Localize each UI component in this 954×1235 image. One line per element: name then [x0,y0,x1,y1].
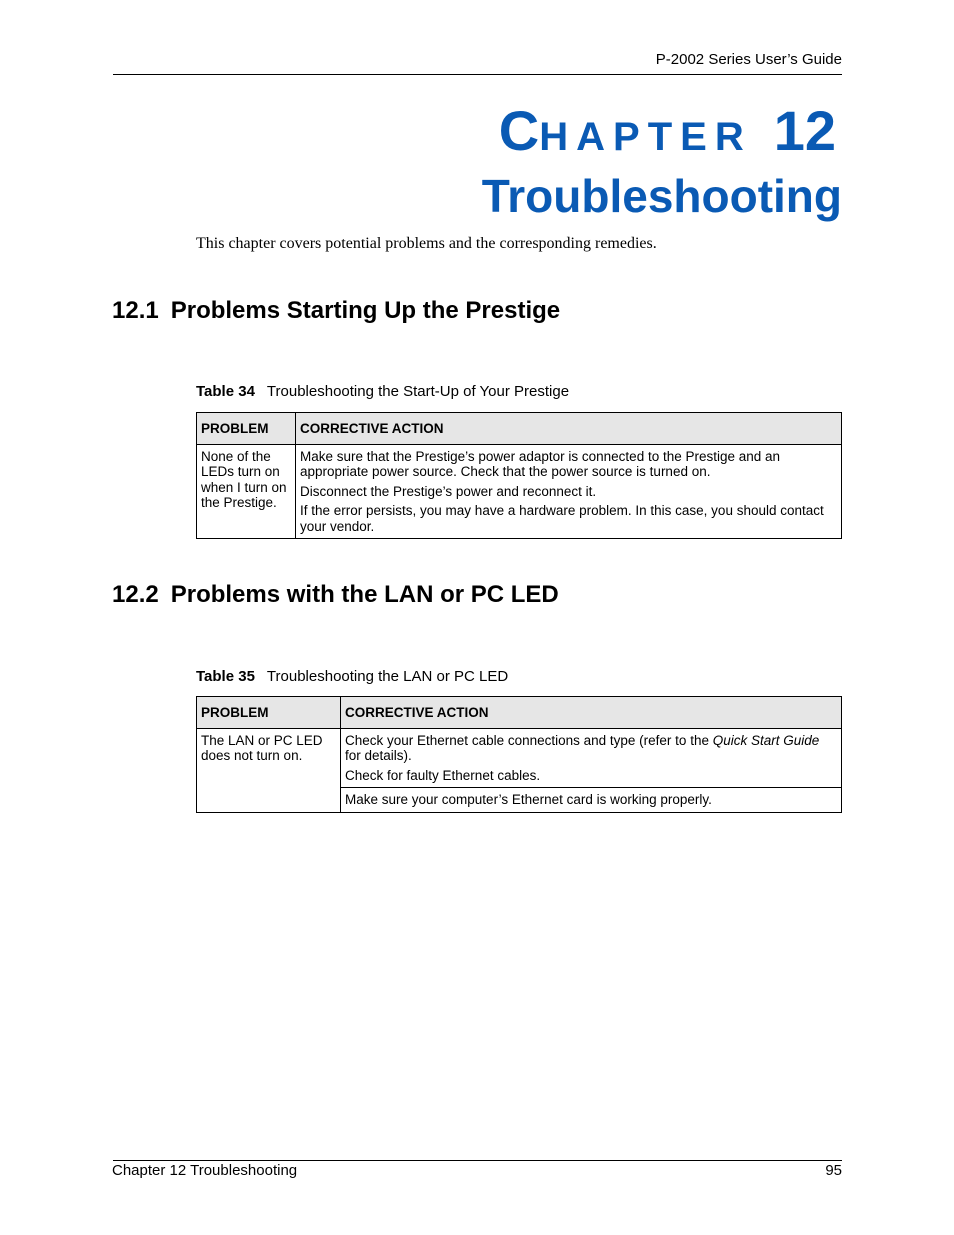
column-header-action: CORRECTIVE ACTION [296,413,842,445]
action-cell [341,728,842,788]
table-header-row [197,697,842,729]
table-caption-34 [196,383,569,400]
chapter-title: Troubleshooting [481,170,842,222]
table-row [197,444,842,539]
running-header: P-2002 Series User’s Guide [655,51,842,68]
intro-paragraph: This chapter covers potential problems and the corresponding remedies. [196,235,657,252]
action-text: Disconnect the Prestige’s power and reconnect it. [300,483,597,499]
section-number: 12.1 [112,297,159,324]
chapter-initial: C [498,99,540,162]
section-title: Problems with the LAN or PC LED [170,581,559,608]
section-number: 12.2 [112,581,159,608]
chapter-number: 12 [773,99,836,162]
column-header-action: CORRECTIVE ACTION [341,697,842,729]
table-startup-troubleshooting [196,412,842,539]
table-caption-text: Troubleshooting the Start-Up of Your Prestige [266,383,570,400]
action-text: Check for faulty Ethernet cables. [345,767,541,783]
action-text-end: for details). [345,748,412,763]
footer-chapter-label: Chapter 12 Troubleshooting [112,1162,298,1179]
action-cell [296,444,842,539]
column-header-problem: PROBLEM [197,413,296,445]
table-row [197,728,842,788]
header-rule [113,74,842,75]
action-text-start: Check your Ethernet cable connections and type (refer to the [345,732,713,748]
action-text [345,733,837,764]
section-title: Problems Starting Up the Prestige [170,297,561,324]
action-text: If the error persists, you may have a hardware problem. In this case, you should contact your vendor. [300,503,824,534]
column-header-problem: PROBLEM [197,697,341,729]
table-label: Table 35 [196,668,255,685]
chapter-heading [499,96,836,172]
guide-reference: Quick Start Guide [712,732,820,748]
section-heading-12-1 [112,297,560,325]
table-caption-text: Troubleshooting the LAN or PC LED [266,668,509,685]
table-header-row [197,413,842,445]
footer-rule [113,1160,842,1161]
action-text: Make sure that the Prestige’s power adaptor is connected to the Prestige and an appropriate power source. Check that the power source is turned on. [300,448,781,479]
problem-cell: The LAN or PC LED does not turn on. [197,728,341,812]
page-number: 95 [825,1162,842,1179]
section-heading-12-2 [112,581,559,609]
problem-cell: None of the LEDs turn on when I turn on the Prestige. [197,444,296,539]
table-label: Table 34 [196,383,255,400]
action-cell: Make sure your computer’s Ethernet card is working properly. [341,788,842,813]
chapter-word: HAPTER [539,115,752,159]
table-caption-35 [196,668,508,685]
table-lan-led-troubleshooting [196,696,842,813]
